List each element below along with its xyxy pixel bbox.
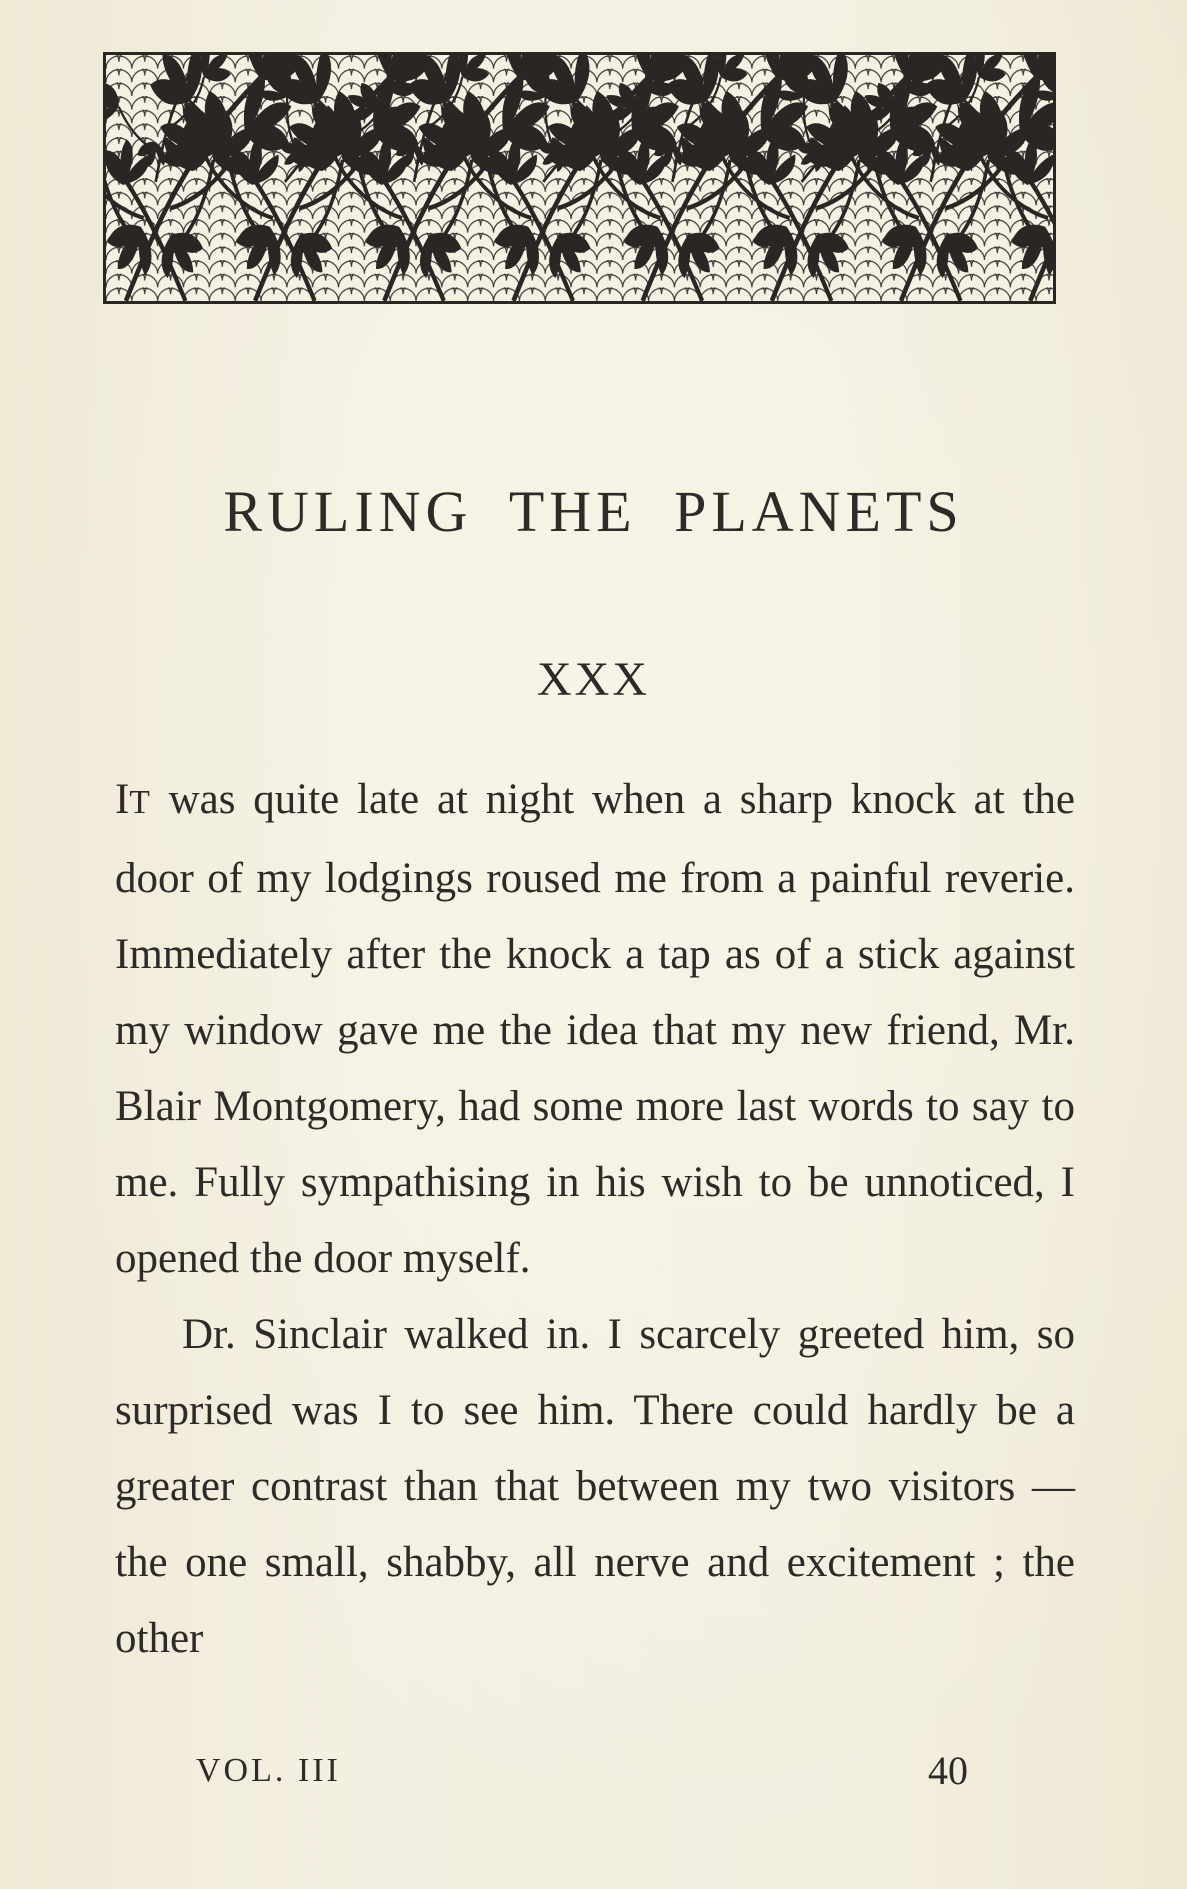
chapter-number: XXX xyxy=(537,653,650,706)
drop-initial: I xyxy=(115,776,130,823)
volume-signature: VOL. III xyxy=(196,1752,341,1789)
paragraph-1-text: was quite late at night when a sharp knock at the door of my lodgings roused me from a painful reverie. Immediately after the knock a tap as of a stick against my window gave me the idea that my new friend, Mr. Blair Montgomery, had some more last words to say to me. Fully sympathising in his wish to be unnoticed, I opened the door myself. xyxy=(115,776,1075,1282)
signature-mark: 40 xyxy=(928,1748,968,1793)
page-title: RULING THE PLANETS xyxy=(223,479,964,544)
small-caps-text: T xyxy=(129,784,151,821)
body-text xyxy=(115,762,1075,1677)
ornament-art xyxy=(106,55,1053,301)
floral-headpiece-ornament xyxy=(103,52,1056,304)
paragraph-1 xyxy=(115,762,1075,1297)
paragraph-2: Dr. Sinclair walked in. I scarcely greeted him, so surprised was I to see him. There could hardly be a greater contrast than that between my two visitors — the one small, shabby, all nerve and excitement ; the other xyxy=(115,1311,1075,1662)
